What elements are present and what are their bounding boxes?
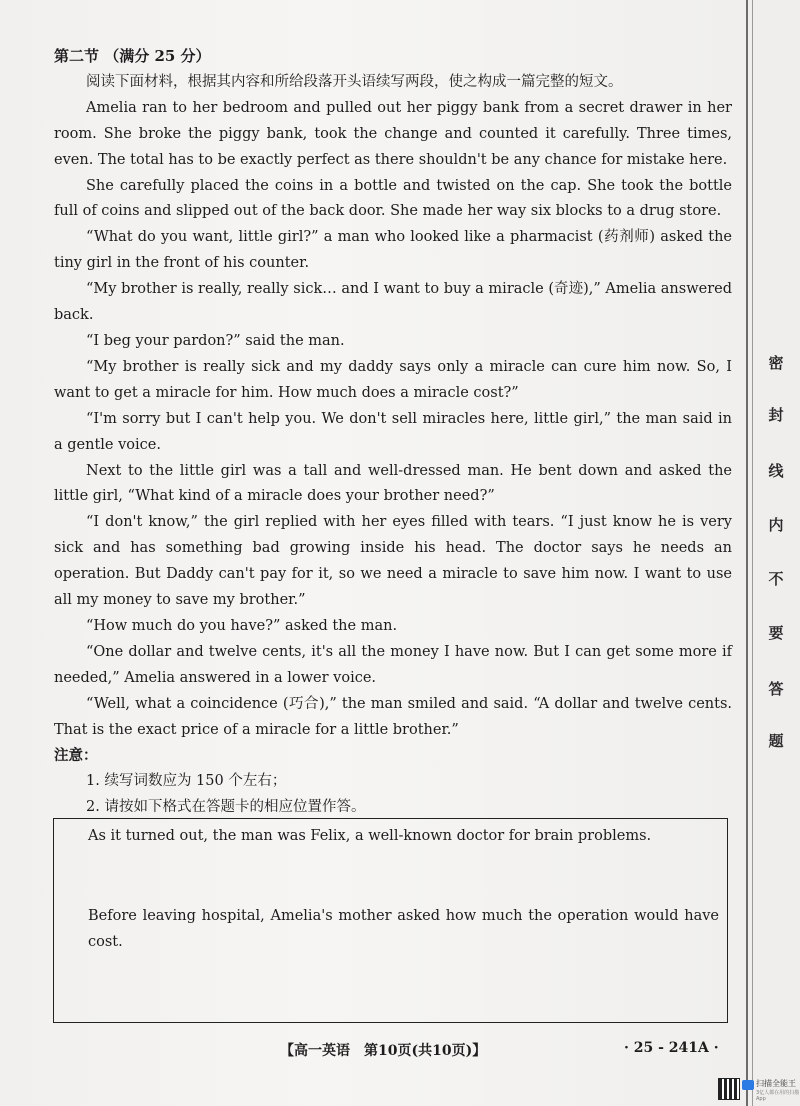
passage-paragraph: “Well, what a coincidence (巧合),” the man smiled and said. “A dollar and twelve cents. That is the exact price of a miracle for a little brother.”	[54, 695, 732, 738]
scanner-logo-icon	[742, 1080, 754, 1090]
seal-char: 题	[768, 732, 784, 750]
section-heading: 第二节 （满分 25 分）	[54, 47, 211, 65]
passage-paragraph: She carefully placed the coins in a bottle and twisted on the cap. She took the bottle full of coins and slipped out of the back door. She made her way six blocks to a drug store.	[54, 177, 732, 220]
notes-title: 注意：	[54, 747, 98, 765]
passage-paragraph: “I don't know,” the girl replied with her eyes filled with tears. “I just know he is very sick and has something bad growing inside his head. The doctor says he needs an operation. But Daddy can't pay for it, so we need a miracle to save him now. I want to use all my money to save my brother.”	[54, 514, 732, 609]
seal-char: 内	[768, 516, 784, 534]
passage-paragraph: “What do you want, little girl?” a man who looked like a pharmacist (药剂师) asked the tiny girl in the front of his counter.	[54, 229, 732, 272]
passage-paragraph: Next to the little girl was a tall and well-dressed man. He bent down and asked the little girl, “What kind of a miracle does your brother need?”	[54, 462, 732, 505]
seal-char: 封	[768, 406, 784, 424]
passage-paragraph: Amelia ran to her bedroom and pulled out her piggy bank from a secret drawer in her room. She broke the piggy bank, took the change and counted it carefully. Three times, even. The total has to be exactly perfect as there shouldn't be any chance for mistake here.	[54, 99, 732, 168]
seal-char: 答	[768, 680, 784, 698]
footer-code: · 25 - 241A ·	[624, 1040, 719, 1056]
seal-line-inner	[752, 0, 753, 1106]
answer-prompt-2: Before leaving hospital, Amelia's mother asked how much the operation would have cost.	[88, 908, 719, 950]
passage-paragraph: “My brother is really, really sick… and I want to buy a miracle (奇迹),” Amelia answered back.	[54, 281, 732, 324]
passage-paragraph: “How much do you have?” asked the man.	[86, 617, 398, 634]
watermark-subtitle: 3亿人都在用的扫描App	[756, 1090, 800, 1102]
passage-paragraph: “I'm sorry but I can't help you. We don't sell miracles here, little girl,” the man said in a gentle voice.	[54, 410, 732, 453]
passage-paragraph: “My brother is really sick and my daddy says only a miracle can cure him now. So, I want to get a miracle for him. How much does a miracle cost?”	[54, 358, 732, 401]
seal-char: 要	[768, 624, 784, 642]
seal-line	[746, 0, 748, 1106]
passage	[54, 96, 732, 744]
note-item: 2. 请按如下格式在答题卡的相应位置作答。	[86, 799, 366, 816]
exam-content	[54, 44, 732, 821]
seal-char: 线	[768, 462, 784, 480]
note-item: 1. 续写词数应为 150 个左右；	[86, 773, 287, 790]
qr-code-icon	[718, 1078, 740, 1100]
seal-char: 不	[768, 570, 784, 588]
seal-line-margin	[744, 0, 800, 1106]
seal-char: 密	[768, 354, 784, 372]
answer-prompt-1: As it turned out, the man was Felix, a well-known doctor for brain problems.	[88, 828, 652, 844]
watermark-app-name: 扫描全能王	[756, 1079, 796, 1088]
footer-page-info: 【高一英语 第10页(共10页)】	[280, 1043, 487, 1059]
answer-box	[53, 818, 728, 1023]
passage-paragraph: “One dollar and twelve cents, it's all the money I have now. But I can get some more if needed,” Amelia answered in a lower voice.	[54, 643, 732, 686]
scanner-watermark	[718, 1078, 800, 1102]
instruction-text: 阅读下面材料，根据其内容和所给段落开头语续写两段，使之构成一篇完整的短文。	[86, 73, 623, 90]
passage-paragraph: “I beg your pardon?” said the man.	[86, 332, 345, 349]
